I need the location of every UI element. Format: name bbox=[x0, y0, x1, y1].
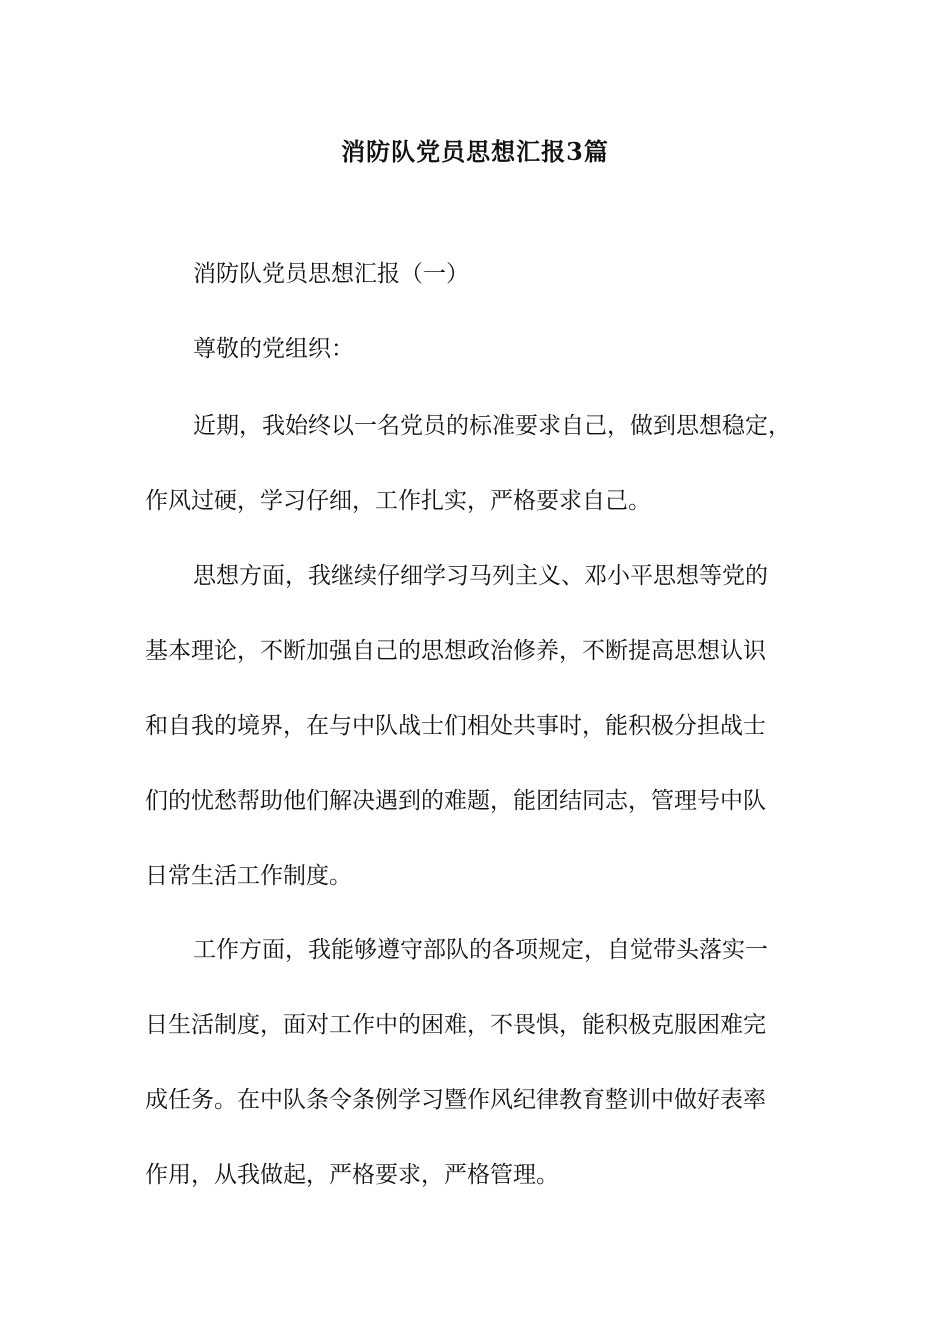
paragraph-line: 们的忧愁帮助他们解决遇到的难题，能团结同志，管理号中队 bbox=[145, 788, 766, 814]
document-title: 消防队党员思想汇报3篇 bbox=[341, 137, 609, 166]
paragraph-line: 日常生活工作制度。 bbox=[145, 863, 352, 889]
paragraph-line: 成任务。在中队条令条例学习暨作风纪律教育整训中做好表率 bbox=[145, 1087, 766, 1113]
paragraph-line: 近期，我始终以一名党员的标准要求自己，做到思想稳定， bbox=[193, 413, 791, 439]
section-heading: 消防队党员思想汇报（一） bbox=[193, 261, 469, 287]
paragraph-line: 日生活制度，面对工作中的困难，不畏惧，能积极克服困难完 bbox=[145, 1012, 766, 1038]
paragraph-line: 基本理论，不断加强自己的思想政治修养，不断提高思想认识 bbox=[145, 638, 766, 664]
paragraph-line: 和自我的境界，在与中队战士们相处共事时，能积极分担战士 bbox=[145, 713, 766, 739]
paragraph-line: 作用，从我做起，严格要求，严格管理。 bbox=[145, 1162, 559, 1188]
paragraph-line: 工作方面，我能够遵守部队的各项规定，自觉带头落实一 bbox=[193, 937, 768, 963]
salutation: 尊敬的党组织： bbox=[193, 336, 354, 362]
paragraph-line: 作风过硬，学习仔细，工作扎实，严格要求自己。 bbox=[145, 488, 651, 514]
paragraph-line: 思想方面，我继续仔细学习马列主义、邓小平思想等党的 bbox=[193, 563, 768, 589]
